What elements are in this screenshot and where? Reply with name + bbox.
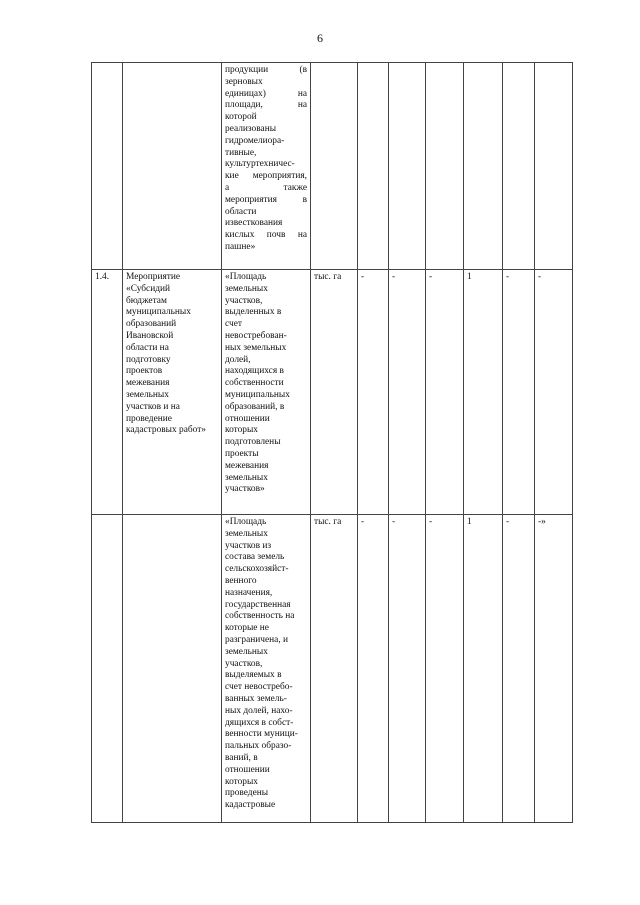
indicator-line: земельных — [225, 528, 268, 539]
event-line: области на — [126, 342, 169, 353]
indicator-line: культуртехничес- — [225, 159, 295, 170]
indicator-line: состава земель — [225, 552, 285, 563]
value-cell — [358, 63, 389, 270]
event-line: участков и на — [126, 401, 180, 412]
indicator-line: пальных образо- — [225, 741, 292, 752]
indicator-line: ванных земель- — [225, 693, 287, 704]
indicator-line: ваний, в — [225, 752, 258, 763]
indicator-line: земельных — [225, 472, 268, 483]
indicator-line: собственность на — [225, 611, 295, 622]
value-cell: -» — [535, 515, 573, 823]
value-cell: - — [389, 270, 426, 515]
indicator-line: «Площадь — [225, 272, 267, 282]
event-cell — [123, 515, 222, 823]
indicator-line: проведены — [225, 788, 269, 799]
value-cell: - — [426, 270, 464, 515]
indicator-cell — [222, 270, 311, 515]
indicator-line: единицах) на — [225, 88, 307, 99]
indicator-line: отношении — [225, 413, 270, 424]
indicator-line: участков, — [225, 658, 263, 669]
indicator-line: назначения, — [225, 587, 273, 598]
event-line: проектов — [126, 366, 163, 377]
event-line: муниципальных — [126, 307, 191, 318]
event-line: «Субсидий — [126, 283, 171, 294]
table-row — [92, 270, 573, 515]
indicator-cell — [222, 515, 311, 823]
indicator-line: области — [225, 206, 257, 217]
value-cell: - — [535, 270, 573, 515]
indicator-table — [91, 62, 573, 823]
event-line: межевания — [126, 378, 170, 389]
indicator-line: счет — [225, 319, 242, 330]
indicator-line: муниципальных — [225, 389, 290, 400]
row-number-cell — [92, 63, 123, 270]
indicator-line: выделяемых в — [225, 670, 282, 681]
indicator-line: зерновых — [225, 76, 263, 87]
event-cell — [123, 270, 222, 515]
row-number-cell: 1.4. — [92, 270, 123, 515]
indicator-cell — [222, 63, 311, 270]
indicator-line: земельных — [225, 283, 268, 294]
indicator-line: участков, — [225, 295, 263, 306]
indicator-line: тивные, — [225, 147, 257, 158]
indicator-line: проекты — [225, 448, 259, 459]
indicator-line: венного — [225, 575, 257, 586]
indicator-line: которой — [225, 112, 257, 123]
indicator-line: земельных — [225, 646, 268, 657]
indicator-line: площади, на — [225, 100, 307, 111]
indicator-line: межевания — [225, 460, 269, 471]
value-cell — [503, 63, 535, 270]
indicator-line: ных долей, нахо- — [225, 705, 293, 716]
indicator-line: участков из — [225, 540, 272, 551]
value-cell: - — [503, 270, 535, 515]
value-cell: - — [358, 515, 389, 823]
value-cell: 1 — [464, 515, 503, 823]
indicator-line: дящихся в собст- — [225, 717, 294, 728]
row-number-cell — [92, 515, 123, 823]
event-line: образований — [126, 319, 177, 330]
indicator-line: собственности — [225, 378, 284, 389]
indicator-line: участков» — [225, 484, 265, 495]
value-cell: - — [426, 515, 464, 823]
indicator-line: подготовлены — [225, 437, 281, 448]
indicator-line: кадастровые — [225, 800, 276, 811]
indicator-line: невостребован- — [225, 330, 287, 341]
value-cell: - — [358, 270, 389, 515]
value-cell — [535, 63, 573, 270]
indicator-line: которые не — [225, 623, 269, 634]
indicator-line: отношении — [225, 764, 270, 775]
indicator-line: гидромелиора- — [225, 135, 285, 146]
table-row — [92, 515, 573, 823]
page-number: 6 — [317, 31, 323, 45]
indicator-line: венности муници- — [225, 729, 298, 740]
event-line: Ивановской — [126, 330, 174, 341]
event-line: подготовку — [126, 354, 171, 365]
indicator-line: выделенных в — [225, 307, 282, 318]
event-line: проведение — [126, 413, 172, 424]
indicator-line: сельскохозяйст- — [225, 564, 289, 575]
indicator-line: находящихся в — [225, 366, 284, 377]
indicator-line: реализованы — [225, 123, 277, 134]
event-cell — [123, 63, 222, 270]
value-cell — [464, 63, 503, 270]
indicator-line: образований, в — [225, 401, 285, 412]
event-line: бюджетам — [126, 295, 167, 306]
value-cell — [426, 63, 464, 270]
indicator-line: счет невостребо- — [225, 682, 293, 693]
unit-cell: тыс. га — [311, 270, 358, 515]
indicator-line: разграничена, и — [225, 634, 289, 645]
table-row — [92, 63, 573, 270]
indicator-line: долей, — [225, 354, 251, 365]
value-cell: - — [503, 515, 535, 823]
value-cell: - — [389, 515, 426, 823]
event-line: кадастровых работ» — [126, 425, 206, 436]
indicator-line: которых — [225, 425, 258, 436]
indicator-line: продукции (в — [225, 65, 307, 75]
unit-cell: тыс. га — [311, 515, 358, 823]
indicator-line: «Площадь — [225, 517, 267, 527]
unit-cell — [311, 63, 358, 270]
indicator-line: которых — [225, 776, 258, 787]
event-line: Мероприятие — [126, 272, 181, 282]
indicator-line: известкования — [225, 218, 283, 229]
value-cell: 1 — [464, 270, 503, 515]
indicator-line: пашне» — [225, 241, 256, 252]
table-body — [92, 63, 573, 823]
indicator-line: ных земельных — [225, 342, 287, 353]
indicator-line: кислых почв на — [225, 230, 307, 241]
indicator-line: государственная — [225, 599, 291, 610]
indicator-line: кие мероприятия, — [225, 171, 307, 182]
value-cell — [389, 63, 426, 270]
indicator-line: а также — [225, 182, 307, 193]
event-line: земельных — [126, 389, 169, 400]
indicator-line: мероприятия в — [225, 194, 307, 205]
